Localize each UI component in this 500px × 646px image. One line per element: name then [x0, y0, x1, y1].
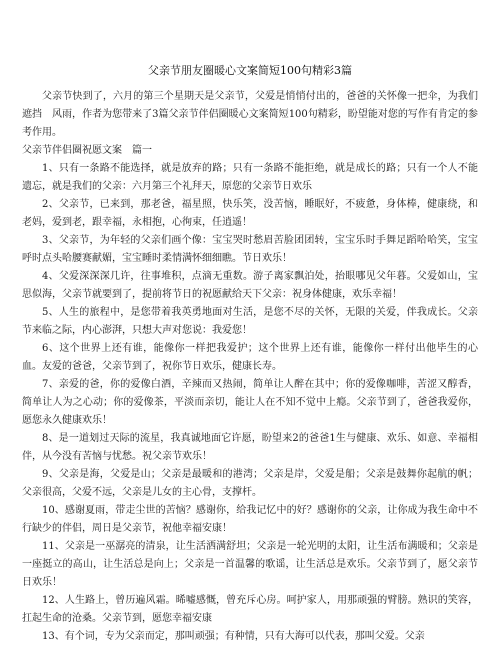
intro-paragraph: 父亲节快到了，六月的第三个星期天是父亲节，父爱是悄悄付出的，爸爸的关怀像一把伞，为我们遮挡 风雨，作者为您带来了3篇父亲节伴侣圈暖心文案简短100句精彩，盼望能对您的写作有肯定的参考作用。: [22, 91, 478, 138]
list-item: 6、这个世界上还有谁，能像你一样把我爱护；这个世界上还有谁，能像你一样付出他毕生的心血。友爱的爸爸，父亲节到了，祝你节日欢乐，健康长寿。: [22, 343, 478, 372]
list-item: 12、人生路上，曾历遍风霜。晞嘘感慨，曾充斥心房。呵护家人，用那顽强的臂膀。熟识的笑容，扛起生命的沧桑。父亲节到，愿您幸福安康: [22, 595, 478, 624]
list-item: 11、父亲是一巫潺亮的清泉，让生活洒满舒坦；父亲是一轮光明的太阳，让生活布满暖和；父亲是一座挺立的高山，让生活总是向上；父亲是一首温馨的歌谣，让生活总是欢乐。父亲节到了，愿父亲节日欢乐！: [22, 541, 478, 588]
list-item: 3、父亲节，为年轻的父亲们画个像：宝宝哭时愁眉苦脸团团转，宝宝乐时手舞足蹈哈哈笑，宝宝呼时点头哈腰赛献媚，宝宝睡时柔情满怀细细瞧。节日欢乐！: [22, 235, 478, 264]
list-item: 9、父亲是海，父爱是山；父亲是最暖和的港湾；父亲是岸，父爱是船；父亲是鼓舞你起航的帆；父亲很高，父爱不远，父亲是儿女的主心骨，支撑杆。: [22, 469, 478, 498]
list-item: 8、是一道划过天际的流星，我真诚地面它许愿，盼望来2的爸爸1生与健康、欢乐、如意、幸福相伴，从今没有苦恼与忧愁。祝父亲节欢乐！: [22, 433, 478, 462]
list-item: 7、亲爱的爸，你的爱像白酒，辛辣而又热闹，简单让人醉在其中；你的爱像咖啡，苦涩又醇香，简单让人为之心动；你的爱像茶，平淡而亲切，能让人在不知不觉中上瘾。父亲节到了，爸爸我爱你，愿您永久健康欢乐！: [22, 379, 478, 426]
list-item: 1、只有一条路不能选择，就是放弃的路；只有一条路不能拒绝，就是成长的路；只有一个人不能遗忘，就是我们的父亲：六月第三个礼拜天，原您的父亲节日欢乐: [22, 163, 478, 192]
list-item: 2、父亲节，已来到，那老爸，福星照，快乐笑，没苦恼，睡眠好，不疲惫，身体棒，健康绕，和老妈，爱到老，跟幸福，永相抱，心徇束，任逍遥！: [22, 199, 478, 228]
document-body: [22, 88, 478, 646]
document-title: 父亲节朋友圈暖心文案简短100句精彩3篇: [148, 64, 352, 77]
list-item: 4、父爱深深深几许，往事堆积，点滴无重数。游子离家飘泊处，抬眼哪见父年暮。父爱如山，宝思似海，父亲节就要到了，提前将节日的祝愿献给天下父亲：祝身体健康，欢乐幸福！: [22, 271, 478, 300]
list-item: 5、人生的旅程中，是您带着我英勇地面对生活，是您不尽的关怀，无限的关爱，伴我成长。父亲节来临之际，内心澎湃，只想大声对您说：我爱您！: [22, 307, 478, 336]
list-item: 13、有个词，专为父亲而定，那叫顽强；有种情，只有大海可以代表，那叫父爱。父亲: [42, 631, 425, 642]
list-item: 10、感谢夏雨，带走尘世的苦恼？感谢你，给我记忆中的好？感谢你的父亲，让你成为我生命中不行缺少的伴侣，周日是父亲节，祝他幸福安康！: [22, 505, 478, 534]
section-heading: 父亲节伴侣圈祝愿文案 篇一: [22, 145, 152, 156]
